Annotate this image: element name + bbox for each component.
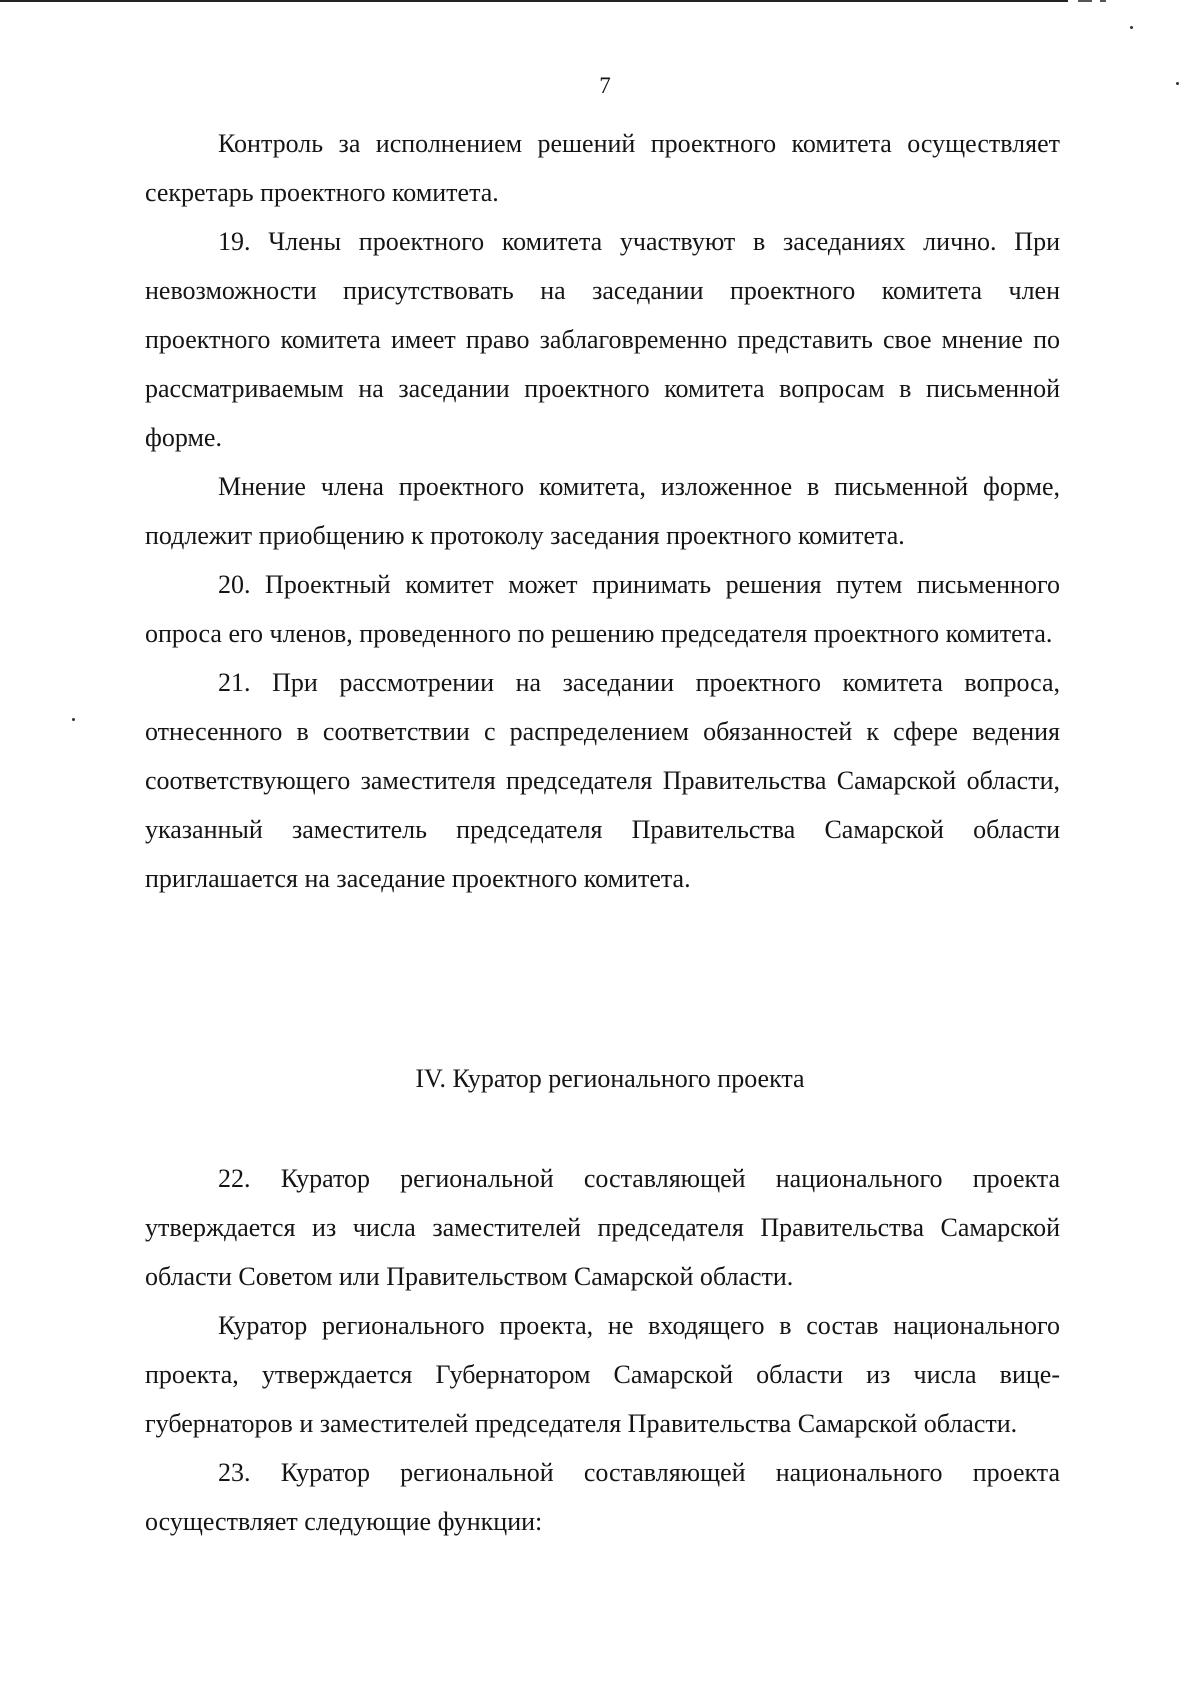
section-heading-text: IV. Куратор регионального проекта <box>415 1064 805 1093</box>
paragraph-curator-regional: Куратор регионального проекта, не входящего в состав национального проекта, утверждается Губернатором Самарской области из числа вице-губернаторов и заместителей председателя Правительства Самарской области. <box>145 1311 1060 1438</box>
body-text-upper <box>145 119 1060 903</box>
scan-speck <box>1130 26 1133 29</box>
paragraph-19: 19. Члены проектного комитета участвуют в заседаниях лично. При невозможности присутствовать на заседании проектного комитета член проектного комитета имеет право заблаговременно представить свое мнение по рассматриваемым на заседании проектного комитета вопросам в письменной форме. <box>145 227 1060 452</box>
paragraph-23: 23. Куратор региональной составляющей национального проекта осуществляет следующие функции: <box>145 1458 1060 1536</box>
top-border-dash <box>1100 0 1106 2</box>
body-text-lower <box>145 1154 1060 1546</box>
page-number: 7 <box>599 73 611 98</box>
paragraph-control: Контроль за исполнением решений проектного комитета осуществляет секретарь проектного комитета. <box>145 129 1060 207</box>
paragraph-member-opinion: Мнение члена проектного комитета, изложенное в письменной форме, подлежит приобщению к протоколу заседания проектного комитета. <box>145 472 1060 550</box>
top-border-line <box>0 0 1068 2</box>
scan-speck <box>72 718 75 721</box>
paragraph-22: 22. Куратор региональной составляющей национального проекта утверждается из числа заместителей председателя Правительства Самарской области Советом или Правительством Самарской области. <box>145 1164 1060 1291</box>
top-border-dash <box>1078 0 1092 2</box>
paragraph-21: 21. При рассмотрении на заседании проектного комитета вопроса, отнесенного в соответствии с распределением обязанностей к сфере ведения соответствующего заместителя председателя Правительства Самарской области, указанный заместитель председателя Правительства Самарской области приглашается на заседание проектного комитета. <box>145 668 1060 893</box>
section-heading <box>0 1062 1200 1096</box>
paragraph-20: 20. Проектный комитет может принимать решения путем письменного опроса его членов, проведенного по решению председателя проектного комитета. <box>145 570 1060 648</box>
